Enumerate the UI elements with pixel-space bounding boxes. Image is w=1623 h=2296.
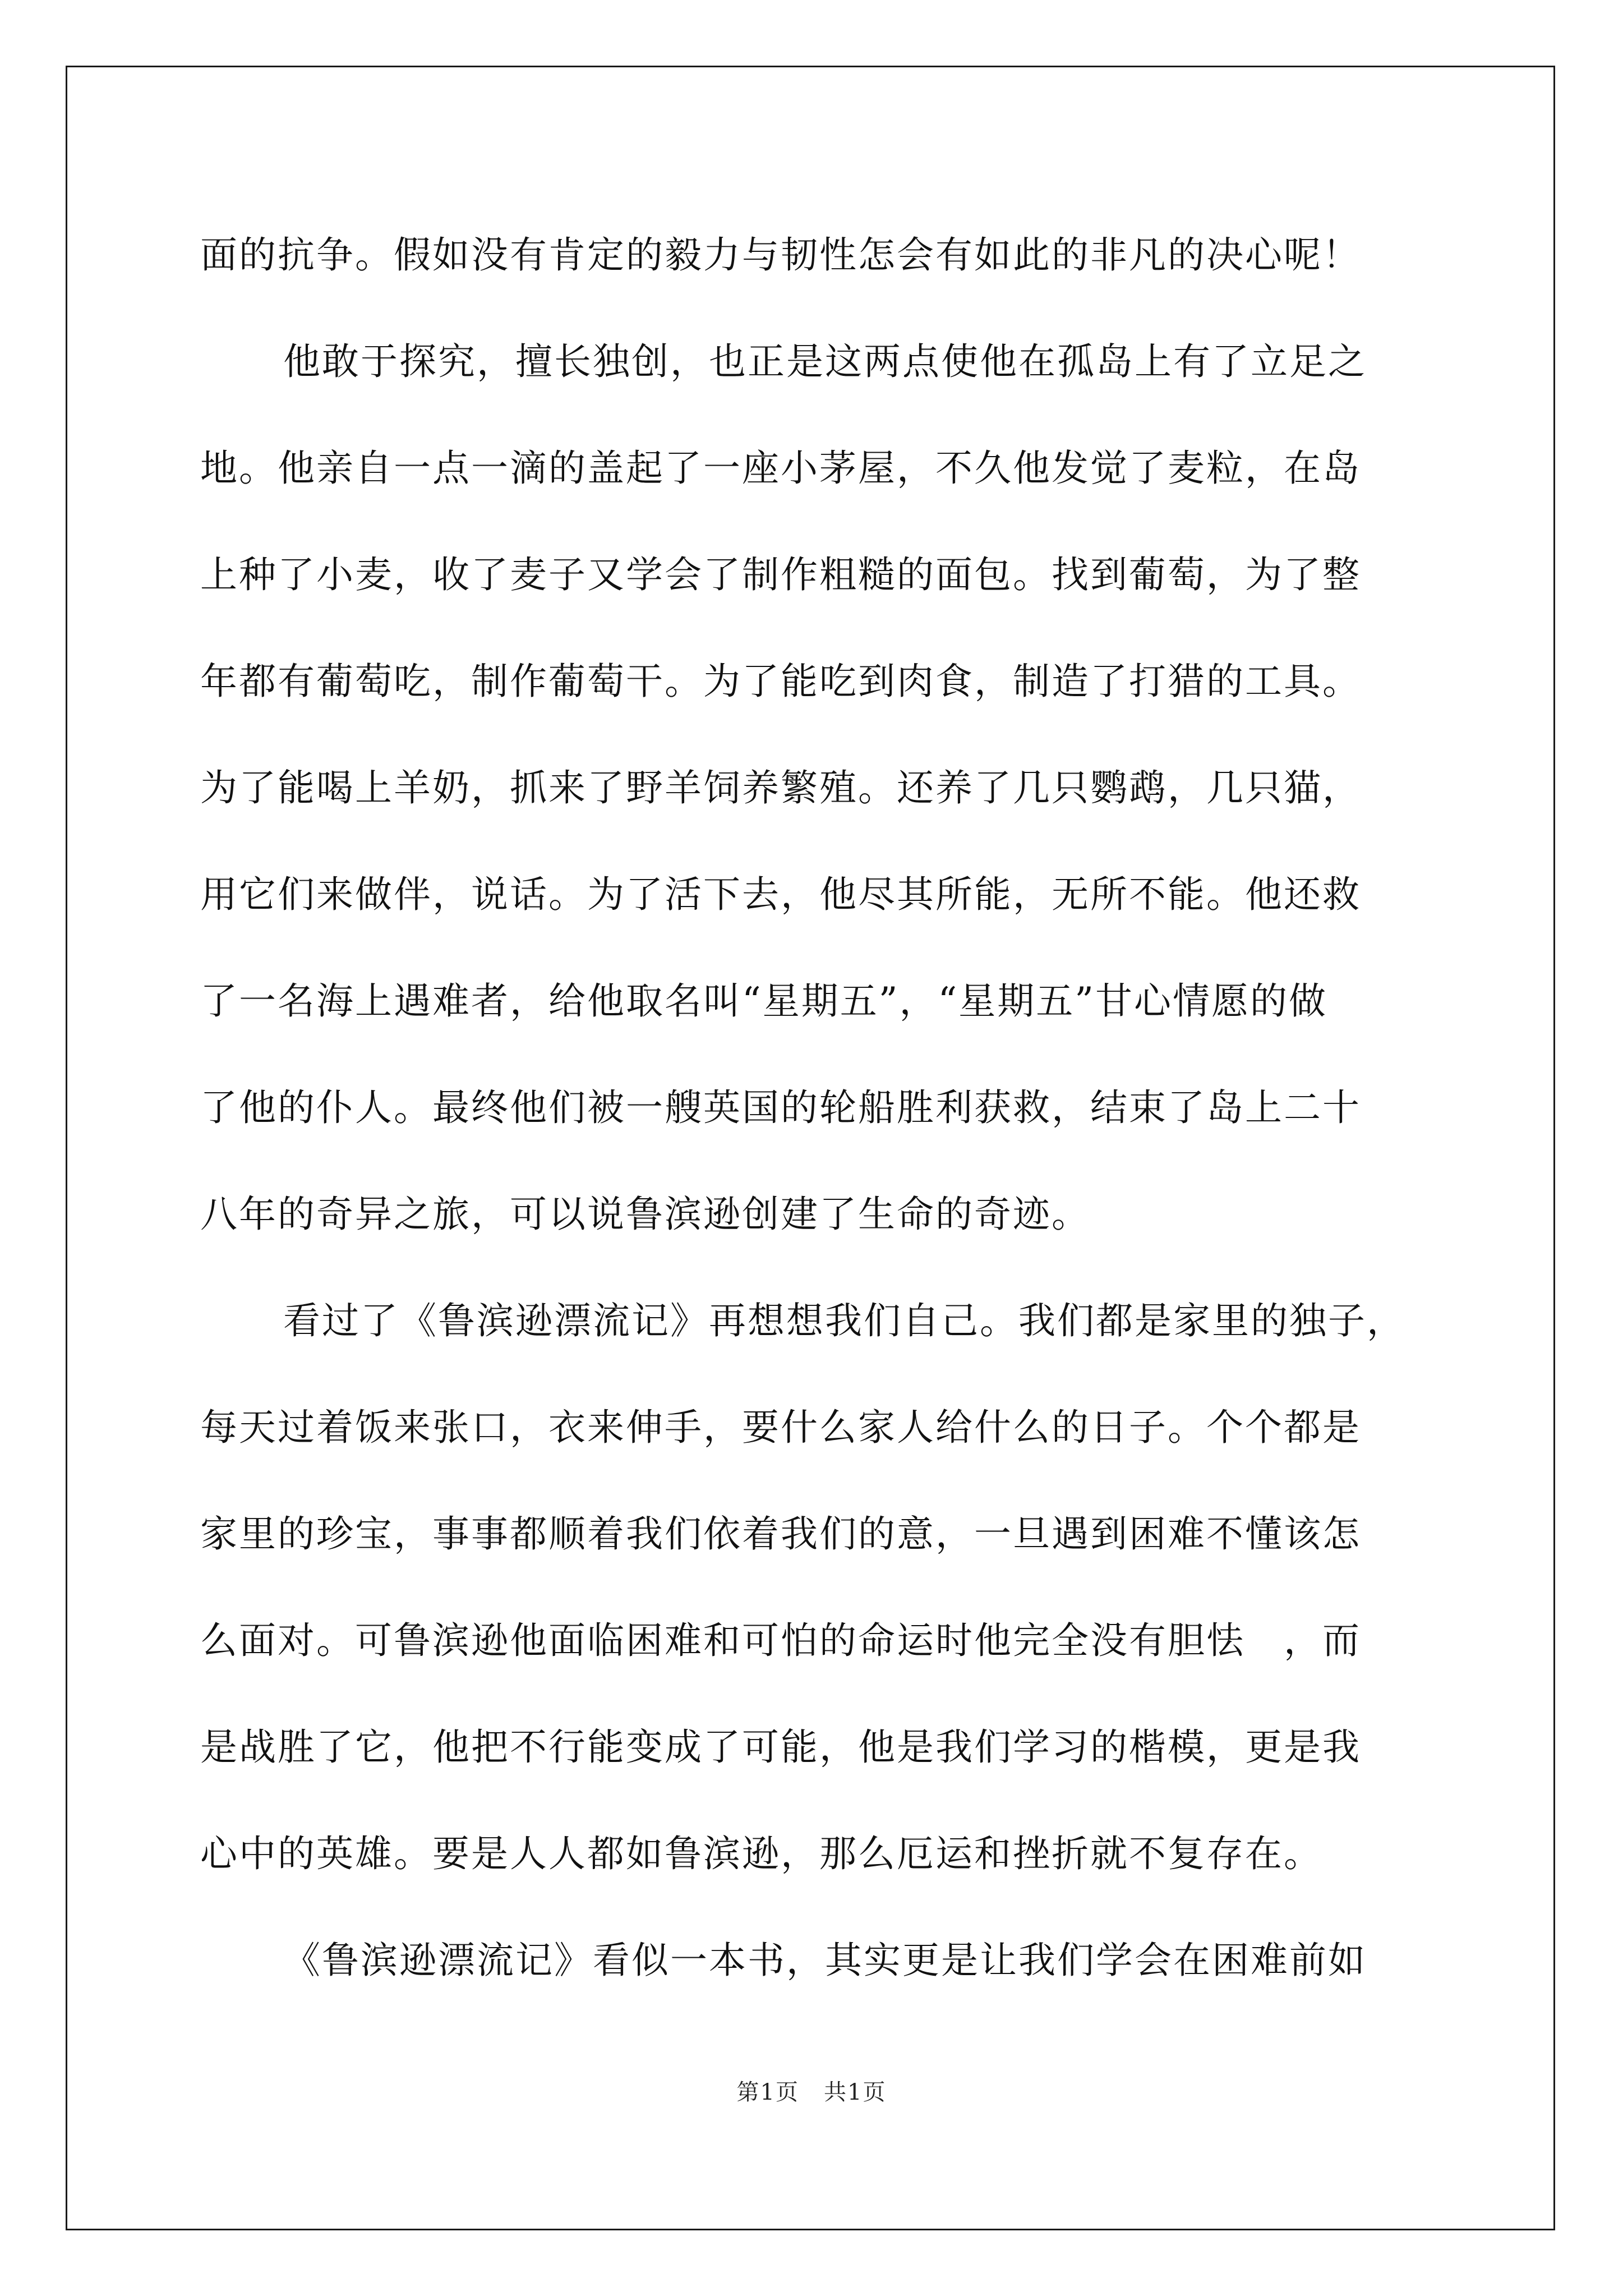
text-line: 么面对。可鲁滨逊他面临困难和可怕的命运时他完全没有胆怯 ，而: [200, 1619, 1361, 1662]
text-line: 每天过着饭来张口，衣来伸手，要什么家人给什么的日子。个个都是: [200, 1406, 1361, 1449]
text-line: 上种了小麦，收了麦子又学会了制作粗糙的面包。找到葡萄，为了整: [200, 553, 1361, 596]
page-total: 共1页: [824, 2079, 887, 2105]
text-line: 心中的英雄。要是人人都如鲁滨逊，那么厄运和挫折就不复存在。: [200, 1832, 1322, 1875]
text-line: 《鲁滨逊漂流记》看似一本书，其实更是让我们学会在困难前如: [283, 1939, 1367, 1982]
text-line: 了一名海上遇难者，给他取名叫“星期五”，“星期五”甘心情愿的做: [200, 979, 1327, 1023]
text-line: 地。他亲自一点一滴的盖起了一座小茅屋，不久他发觉了麦粒，在岛: [200, 447, 1361, 490]
text-line: 是战胜了它，他把不行能变成了可能，他是我们学习的楷模，更是我: [200, 1726, 1361, 1769]
text-line: 看过了《鲁滨逊漂流记》再想想我们自己。我们都是家里的独子，: [283, 1299, 1405, 1342]
text-line: 年都有葡萄吃，制作葡萄干。为了能吃到肉食，制造了打猎的工具。: [200, 660, 1361, 703]
text-line: 他敢于探究，擅长独创，也正是这两点使他在孤岛上有了立足之: [283, 340, 1367, 383]
text-line: 八年的奇异之旅，可以说鲁滨逊创建了生命的奇迹。: [200, 1193, 1090, 1236]
text-line: 家里的珍宝，事事都顺着我们依着我们的意，一旦遇到困难不懂该怎: [200, 1512, 1361, 1556]
text-line: 了他的仆人。最终他们被一艘英国的轮船胜利获救，结束了岛上二十: [200, 1086, 1361, 1129]
text-line: 面的抗争。假如没有肯定的毅力与韧性怎会有如此的非凡的决心呢！: [200, 233, 1361, 277]
document-body: [200, 202, 1423, 2014]
page-footer: [0, 2077, 1623, 2108]
page-number: 第1页: [736, 2079, 799, 2105]
text-line: 为了能喝上羊奶，抓来了野羊饲养繁殖。还养了几只鹦鹉，几只猫，: [200, 766, 1361, 809]
text-line: 用它们来做伴，说话。为了活下去，他尽其所能，无所不能。他还救: [200, 873, 1361, 916]
